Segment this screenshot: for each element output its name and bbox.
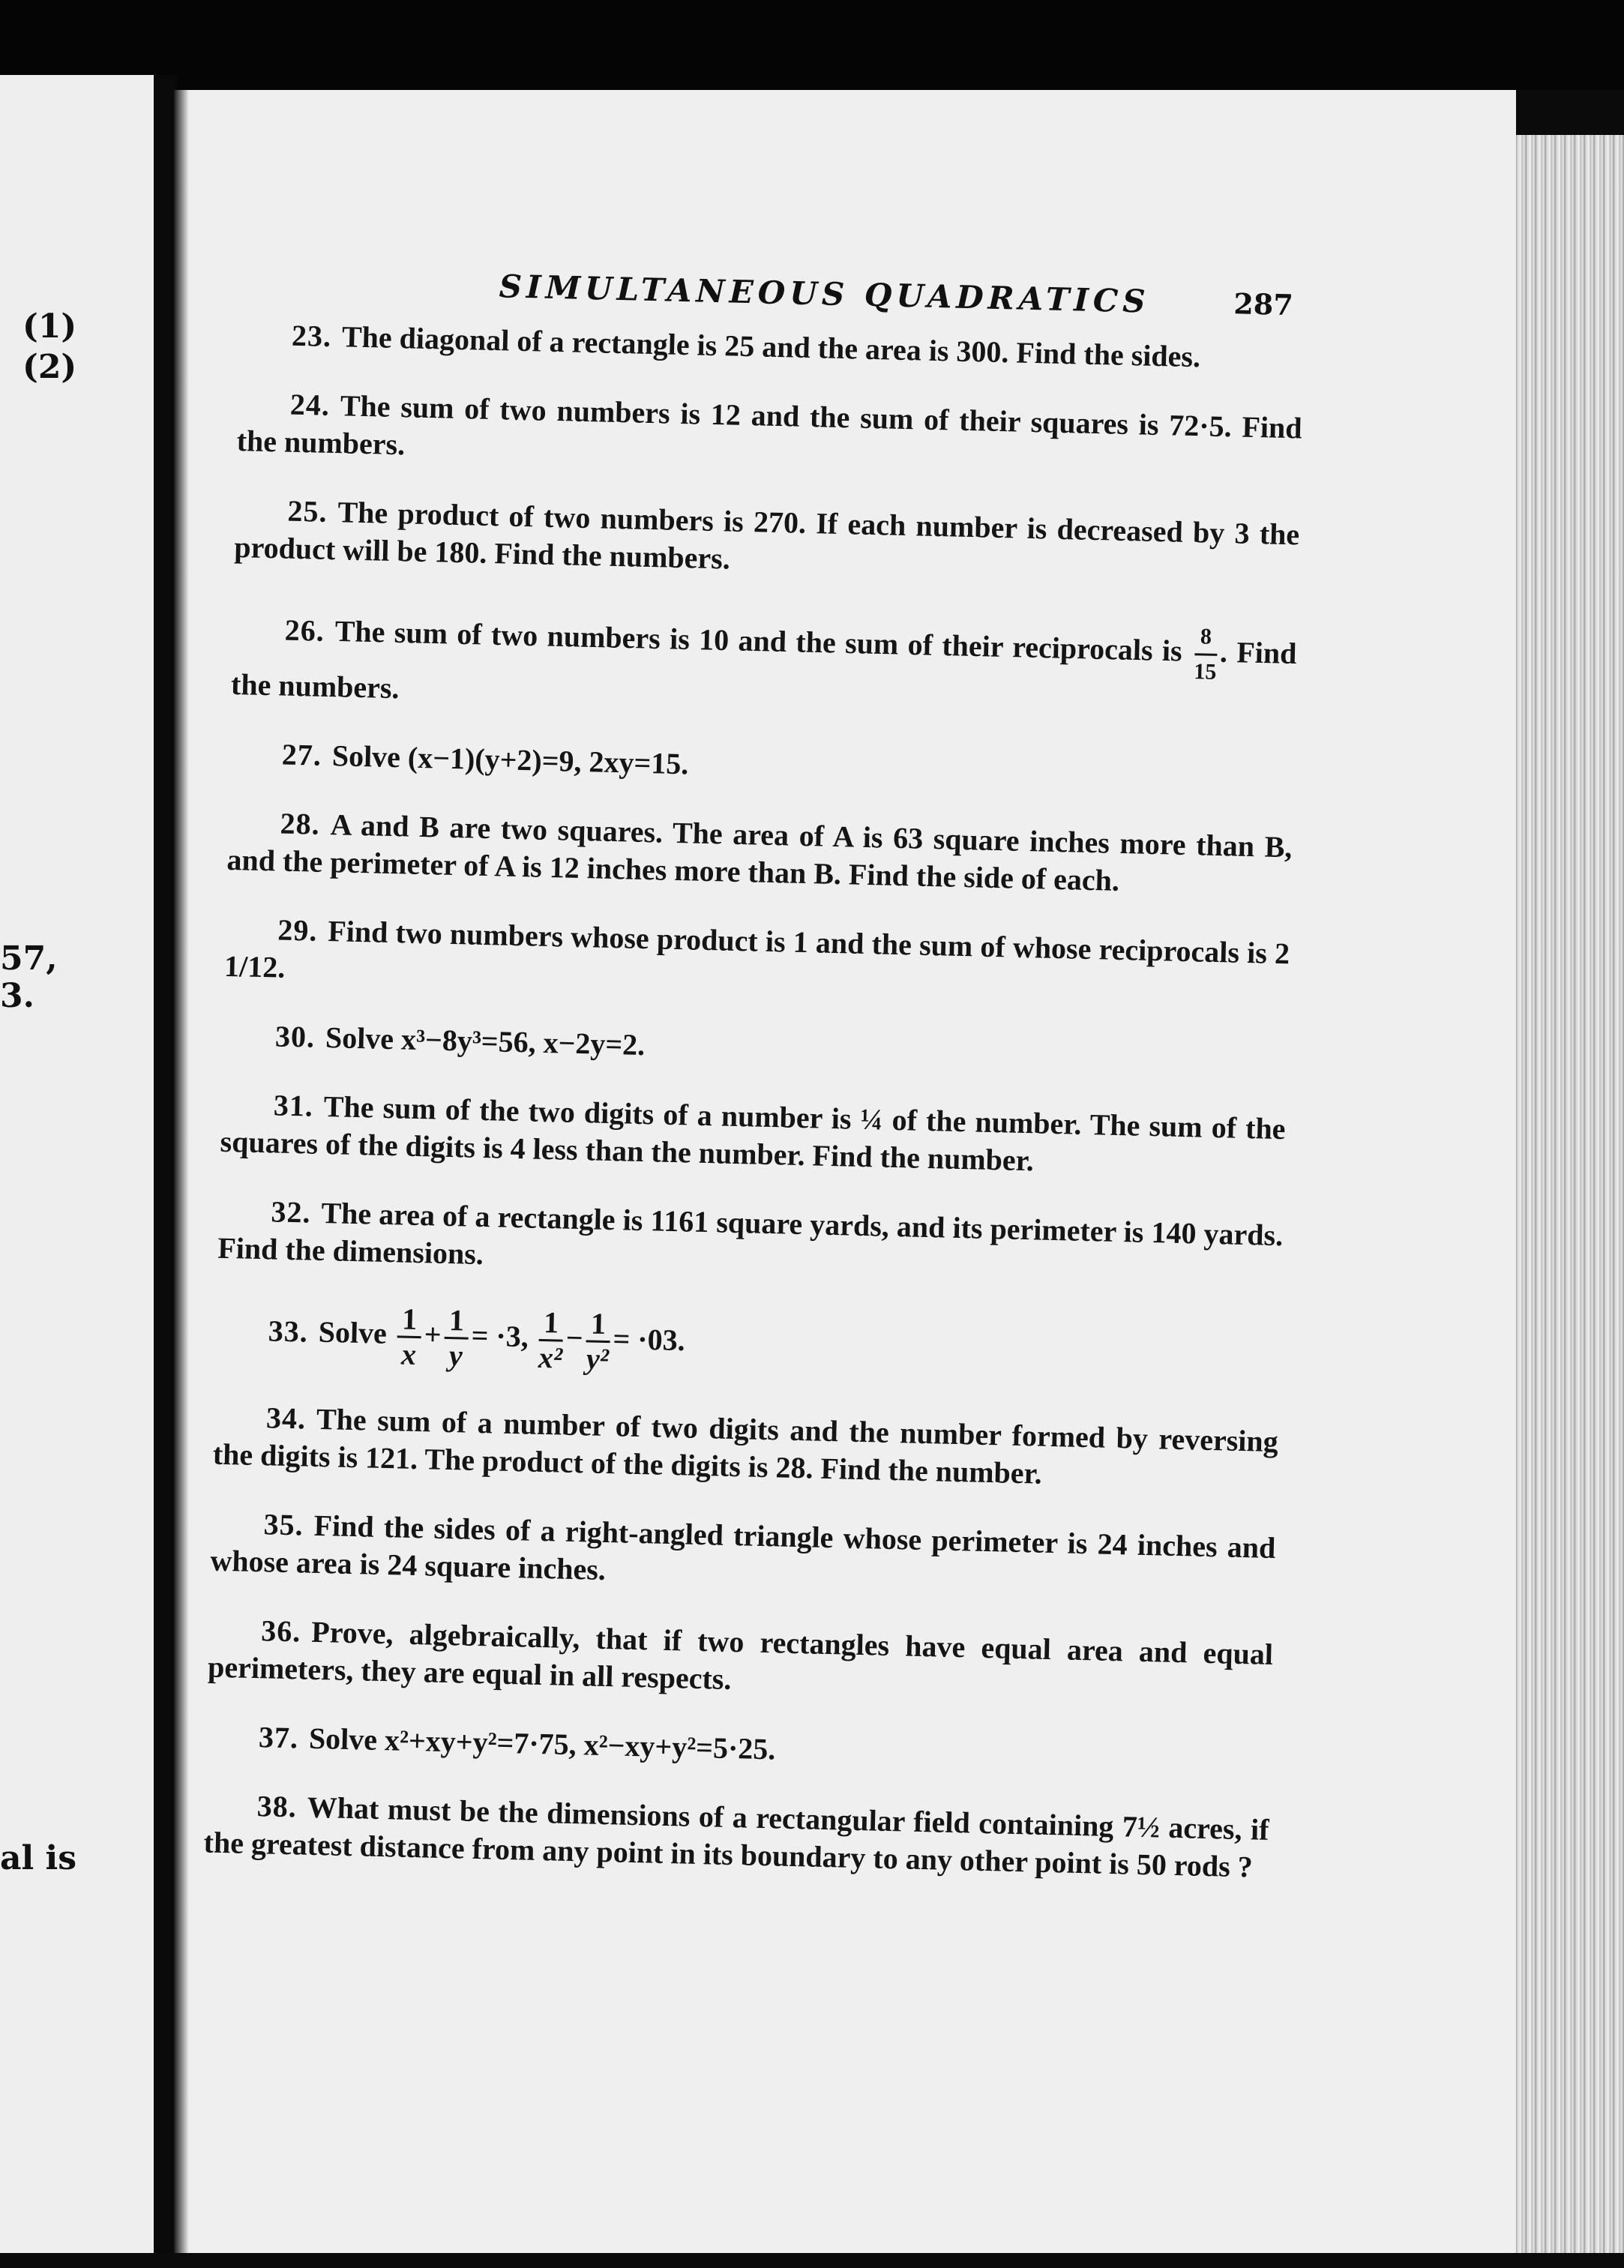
problem-number: 26. — [284, 613, 325, 648]
problem-number: 25. — [287, 493, 328, 529]
problem-25 — [234, 491, 1300, 591]
problem-number: 31. — [273, 1088, 314, 1123]
problem-number: 24. — [289, 387, 331, 422]
problem-text: Find the sides of a right-angled triangle whose perimeter is 24 inches and whose area is 24 square inches. — [210, 1508, 1276, 1587]
problem-number: 28. — [280, 806, 321, 841]
problem-number: 34. — [265, 1401, 307, 1436]
running-head: SIMULTANEOUS QUADRATICS — [499, 268, 1151, 320]
problem-text: A and B are two squares. The area of A is 63 square inches more than B, and the perimeter of A is 12 inches more than B. Find the side of each. — [226, 807, 1293, 897]
page-content — [123, 74, 1515, 2268]
book-page — [174, 90, 1516, 2253]
problem-number: 36. — [260, 1613, 301, 1649]
problem-number: 23. — [291, 318, 332, 353]
fraction-1-over-y-squared: $\frac{1}{\text{y²}}$ — [585, 1307, 610, 1376]
problem-text: The sum of a number of two digits and the number formed by reversing the digits is 121. The product of the digits is 28. Find the number. — [212, 1401, 1279, 1491]
problem-number: 35. — [263, 1507, 304, 1542]
left-fragment-2: (2) — [22, 348, 77, 386]
equation-1-rhs: = ·3, — [471, 1318, 529, 1354]
problem-36 — [208, 1611, 1274, 1711]
problem-32 — [217, 1192, 1284, 1292]
problem-text: The area of a rectangle is 1161 square yards, and its perimeter is 140 yards. Find the dimensions. — [217, 1195, 1284, 1272]
problem-text: Solve — [318, 1314, 388, 1350]
problem-text: Prove, algebraically, that if two rectangles have equal area and equal perimeters, they are equal in all respects. — [207, 1614, 1274, 1697]
problem-text: Solve (x−1)(y+2)=9, 2xy=15. — [331, 739, 689, 781]
page-edge-shadow — [174, 90, 189, 2253]
fraction-numerator: 8 — [1194, 620, 1218, 656]
problem-number: 38. — [256, 1789, 298, 1824]
problem-27 — [229, 735, 1294, 797]
problem-38 — [203, 1787, 1269, 1886]
problem-number: 33. — [268, 1314, 309, 1349]
problem-number: 29. — [277, 912, 318, 948]
equation-2-rhs: = ·03. — [613, 1321, 686, 1358]
page-number: 287 — [1233, 286, 1294, 322]
problem-35 — [210, 1505, 1276, 1604]
problem-34 — [212, 1398, 1278, 1498]
problem-text: The sum of the two digits of a number is ¼ of the number. The sum of the squares of the digits is 4 less than the number. Find the number. — [220, 1089, 1287, 1178]
left-fragment-5: al is — [0, 1839, 77, 1877]
problem-text: What must be the dimensions of a rectangular field containing 7½ acres, if the greatest distance from any point in its boundary to any other point is 50 rods ? — [203, 1790, 1270, 1884]
fraction-1-over-x: $\frac{1}{x}$ — [397, 1302, 422, 1371]
fraction-1-over-x-squared: $\frac{1}{\text{x²}}$ — [538, 1305, 563, 1375]
problem-33: 33. Solve $\frac{1}{x}$ + $\frac{1}{y}$ = ·3, $\frac{1}{\text{x²}}$ − $\frac{1}{\text{y²}}$ = ·03. — [215, 1299, 1281, 1392]
left-fragment-1: (1) — [22, 307, 77, 346]
left-fragment-3: 57, — [0, 939, 58, 978]
problem-number: 30. — [274, 1019, 316, 1054]
problem-37 — [205, 1718, 1271, 1780]
problem-31 — [220, 1086, 1286, 1185]
problem-28 — [226, 804, 1293, 903]
problem-30 — [222, 1017, 1287, 1079]
fraction — [1194, 620, 1218, 689]
problem-text: . Find the numbers. — [230, 634, 1297, 706]
problem-text: Solve x³−8y³=56, x−2y=2. — [325, 1020, 646, 1062]
problem-26 — [231, 598, 1298, 728]
problem-24 — [236, 385, 1302, 484]
problem-text: Solve x²+xy+y²=7·75, x²−xy+y²=5·25. — [308, 1721, 776, 1766]
problem-text: The product of two numbers is 270. If each number is decreased by 3 the product will be 180. Find the numbers. — [233, 495, 1300, 576]
fraction-denominator: 15 — [1194, 659, 1217, 685]
problem-text: The diagonal of a rectangle is 25 and the area is 300. Find the sides. — [341, 319, 1201, 374]
problem-text: The sum of two numbers is 10 and the sum of their reciprocals is — [334, 613, 1183, 668]
problem-text: Find two numbers whose product is 1 and the sum of whose reciprocals is 2 1/12. — [223, 914, 1290, 984]
fraction-1-over-y: $\frac{1}{y}$ — [443, 1304, 469, 1373]
left-fragment-4: 3. — [0, 977, 34, 1015]
problem-number: 37. — [258, 1720, 299, 1755]
problem-list — [202, 316, 1304, 1918]
problem-number: 27. — [281, 737, 322, 772]
problem-text: The sum of two numbers is 12 and the sum of their squares is 72·5. Find the numbers. — [236, 388, 1303, 462]
problem-29 — [224, 910, 1290, 1010]
problem-number: 32. — [271, 1194, 312, 1230]
